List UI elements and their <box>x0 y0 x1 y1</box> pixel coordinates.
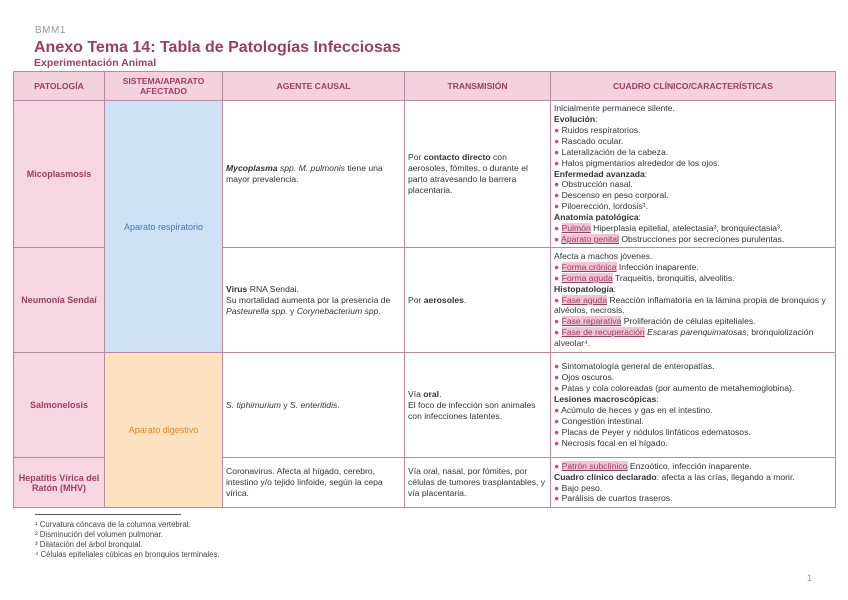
list-item: ● Descenso en peso corporal. <box>554 190 669 201</box>
table-row <box>14 101 836 248</box>
header-agent: AGENTE CAUSAL <box>223 72 405 101</box>
table-row <box>14 353 836 458</box>
list-item: ● Fase reparativa Proliferación de células epiteliales. <box>554 316 756 327</box>
page-number: 1 <box>807 573 813 583</box>
system-digestive: Aparato digestivo <box>105 353 223 508</box>
pathology-name: Neumonía Sendaí <box>14 248 105 353</box>
list-item: ● Necrosis focal en el hígado. <box>554 437 668 448</box>
header-clinical: CUADRO CLÍNICO/CARACTERÍSTICAS <box>551 72 836 101</box>
list-item: ● Forma aguda Traqueitis, bronquitis, alveolitis. <box>554 272 735 283</box>
pathology-name: Hepatitis Vírica del Ratón (MHV) <box>14 458 105 508</box>
clinical-line: Anatomía patológica: <box>554 212 641 223</box>
footnote: ⁴ Células epiteliales cúbicas en bronquios terminales. <box>35 550 220 559</box>
transmission-cell: Vía oral, nasal, por fómites, por células de tumores trasplantables, y vía placentaria. <box>405 458 551 508</box>
list-item: ● Ruidos respiratorios. <box>554 124 641 135</box>
footnote: ³ Dilatación del árbol bronquial. <box>35 540 143 549</box>
list-item: ● Congestión intestinal. <box>554 415 644 426</box>
transmission-cell: Por aerosoles. <box>405 248 551 353</box>
list-item: ● Forma crónica Infección inaparente. <box>554 261 699 272</box>
list-item: ● Patrón subclínico Enzoótico, infección inaparente. <box>554 460 752 471</box>
header-transmission: TRANSMISIÓN <box>405 72 551 101</box>
header-pathology: PATOLOGÍA <box>14 72 105 101</box>
list-item: ● Rascado ocular. <box>554 135 624 146</box>
footnote-separator <box>35 514 181 515</box>
agent-cell: Coronavirus. Afecta al hígado, cerebro, intestino y/o tejido linfoide, según la cepa vírica. <box>223 458 405 508</box>
clinical-line: Evolución: <box>554 114 598 125</box>
clinical-cell <box>551 101 836 248</box>
clinical-line: Enfermedad avanzada: <box>554 168 648 179</box>
pathology-name: Salmonelosis <box>14 353 105 458</box>
list-item: ● Aparato genital Obstrucciones por secreciones purulentas. <box>554 233 785 244</box>
pathology-name: Micoplasmosis <box>14 101 105 248</box>
course-code: BMM1 <box>35 25 66 36</box>
clinical-cell <box>551 458 836 508</box>
list-item: ● Parálisis de cuartos traseros. <box>554 493 673 504</box>
header-system: SISTEMA/APARATO AFECTADO <box>105 72 223 101</box>
table-header-row <box>14 72 836 101</box>
page-title: Anexo Tema 14: Tabla de Patologías Infecciosas <box>34 39 401 56</box>
page-subtitle: Experimentación Animal <box>34 57 157 69</box>
list-item: ● Sintomatología general de enteropatías. <box>554 361 715 372</box>
list-item: ● Bajo peso. <box>554 482 603 493</box>
clinical-cell <box>551 353 836 458</box>
list-item: ● Patas y cola coloreadas (por aumento de metahemoglobina). <box>554 383 795 394</box>
list-item: ● Piloerección, lordosis¹. <box>554 201 649 212</box>
clinical-line: Lesiones macroscópicas: <box>554 394 659 405</box>
clinical-line: Inicialmente permanece silente. <box>554 103 675 114</box>
list-item: ● Obstrucción nasal. <box>554 179 633 190</box>
footnote: ² Disminución del volumen pulmonar. <box>35 530 163 539</box>
clinical-line: Cuadro clínico declarado: afecta a las crías, llegando a morir. <box>554 471 795 482</box>
agent-cell: Virus RNA Sendai. Su mortalidad aumenta por la presencia de Pasteurella spp. y Corynebacterium spp. <box>223 248 405 353</box>
transmission-cell: Vía oral. El foco de infección son animales con infecciones latentes. <box>405 353 551 458</box>
list-item: ● Fase de recuperación Escaras parenquimatosas, bronquiolización alveolar⁴. <box>554 327 814 349</box>
list-item: ● Pulmón Hiperplasia epitelial, atelectasia², bronquiectasia³. <box>554 223 783 234</box>
transmission-cell: Por contacto directo con aerosoles, fómites, o durante el parto atravesando la barrera placentaria. <box>405 101 551 248</box>
footnote: ¹ Curvatura cóncava de la columna vertebral. <box>35 520 191 529</box>
pathology-table <box>13 71 836 508</box>
list-item: ● Fase aguda Reacción inflamatoria en la lámina propia de bronquios y alvéolos, necrosis. <box>554 294 826 316</box>
agent-cell: S. tiphimurium y S. enteritidis. <box>223 353 405 458</box>
system-respiratory: Aparato respiratorio <box>105 101 223 353</box>
list-item: ● Ojos oscuros. <box>554 372 615 383</box>
list-item: ● Halos pigmentarios alrededor de los ojos. <box>554 157 720 168</box>
clinical-cell <box>551 248 836 353</box>
agent-cell: Mycoplasma spp. M. pulmonis tiene una mayor prevalencia. <box>223 101 405 248</box>
list-item: ● Acúmulo de heces y gas en el intestino. <box>554 405 713 415</box>
clinical-line: Afecta a machos jóvenes. <box>554 250 653 261</box>
list-item: ● Placas de Peyer y nódulos linfáticos edematosos. <box>554 426 751 437</box>
list-item: ● Lateralización de la cabeza. <box>554 146 669 157</box>
clinical-line: Histopatología: <box>554 283 617 294</box>
